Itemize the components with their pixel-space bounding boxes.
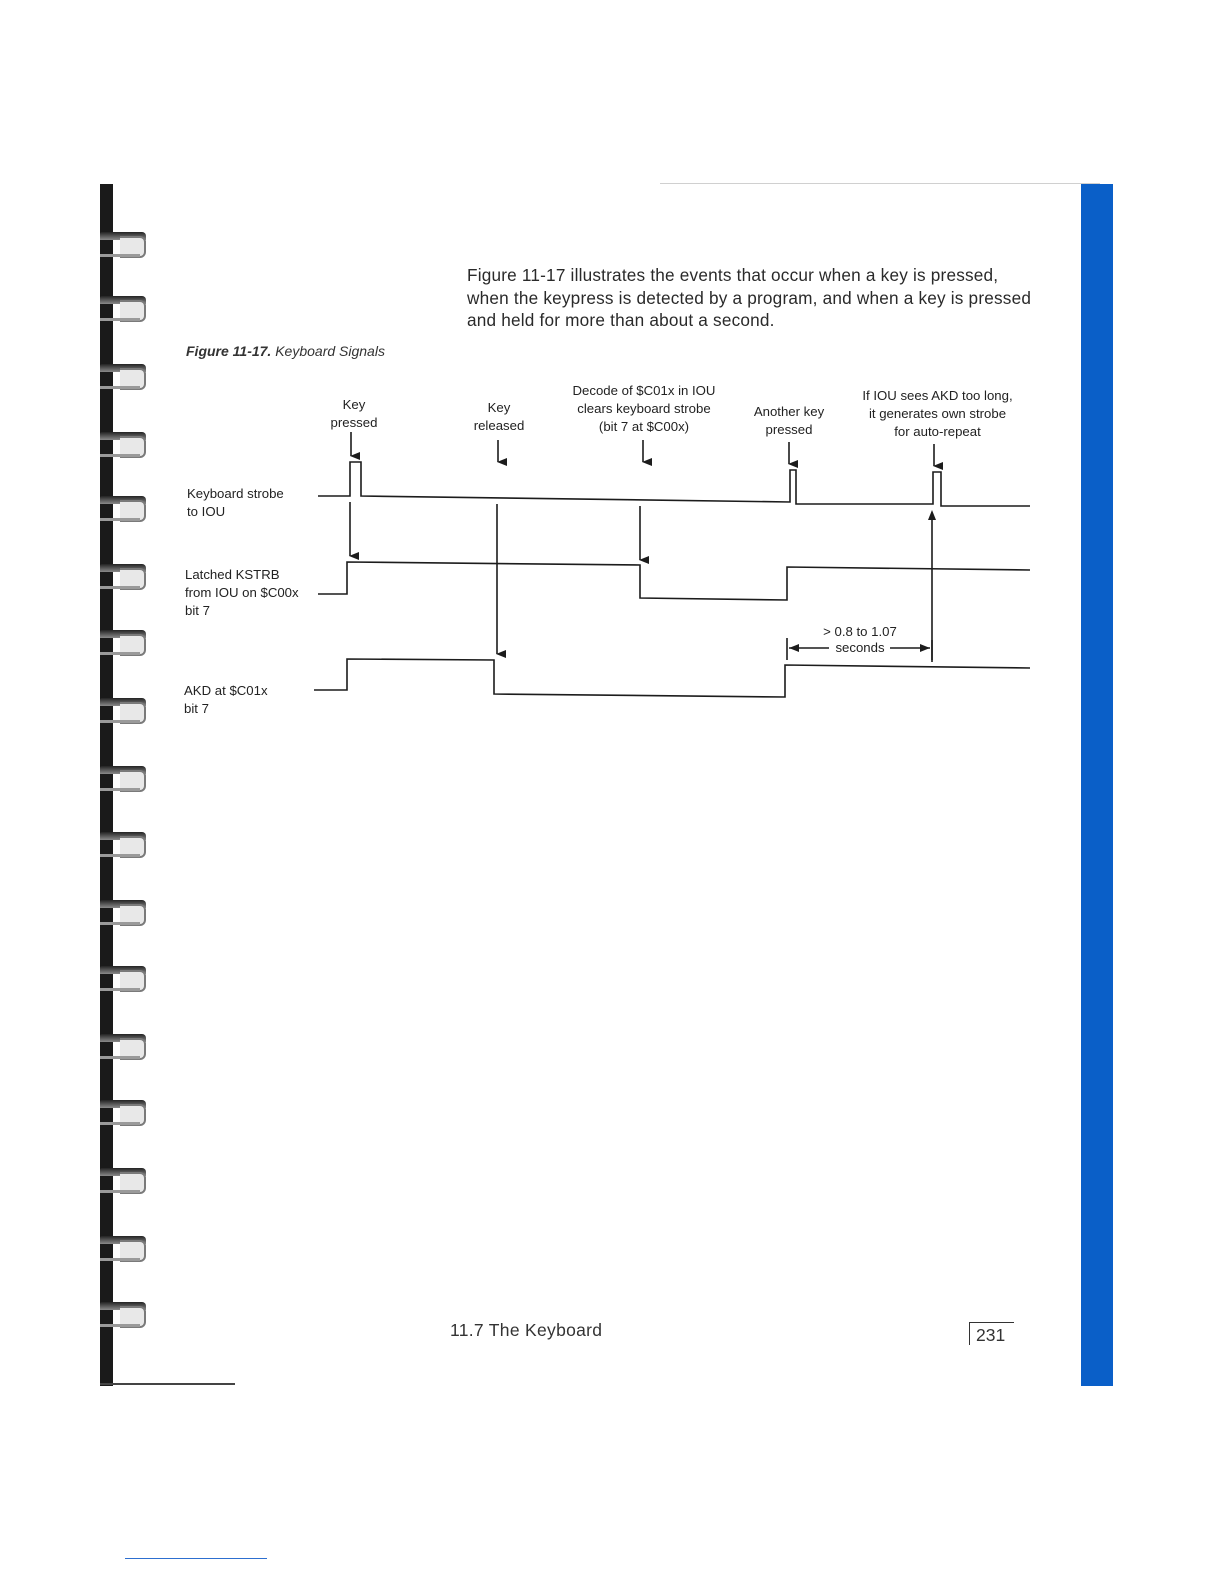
timing-range: > 0.8 to 1.07 xyxy=(823,624,897,639)
signal-label-strobe: Keyboard strobe to IOU xyxy=(187,486,284,519)
label-decode: Decode of $C01x in IOU clears keyboard strobe (bit 7 at $C00x) xyxy=(572,383,716,434)
intro-paragraph: Figure 11-17 illustrates the events that occur when a key is pressed, when the keypress is detected by a program, and when a key is pressed and held for more than about a second. xyxy=(467,265,1032,330)
bottom-blue-rule xyxy=(125,1558,267,1559)
label-key-pressed: Key pressed xyxy=(330,397,378,430)
label-key-released: Key released xyxy=(473,400,525,433)
label-auto-repeat: If IOU sees AKD too long, it generates own strobe for auto-repeat xyxy=(862,388,1013,439)
footer-section-title: 11.7 The Keyboard xyxy=(450,1320,603,1340)
figure-title: Keyboard Signals xyxy=(275,343,385,359)
page-number: 231 xyxy=(976,1325,1006,1345)
label-another-key: Another key pressed xyxy=(753,404,825,437)
signal-label-akd: AKD at $C01x bit 7 xyxy=(184,683,268,716)
strobe-waveform xyxy=(318,462,1030,506)
figure-label: Figure 11-17. xyxy=(186,343,272,359)
bottom-page-edge xyxy=(100,1383,235,1385)
kstrb-waveform xyxy=(318,562,1030,600)
timing-unit: seconds xyxy=(835,640,885,655)
repeat-up-arrowhead xyxy=(928,510,936,520)
akd-waveform xyxy=(314,659,1030,697)
signal-label-kstrb: Latched KSTRB from IOU on $C00x bit 7 xyxy=(185,567,299,618)
